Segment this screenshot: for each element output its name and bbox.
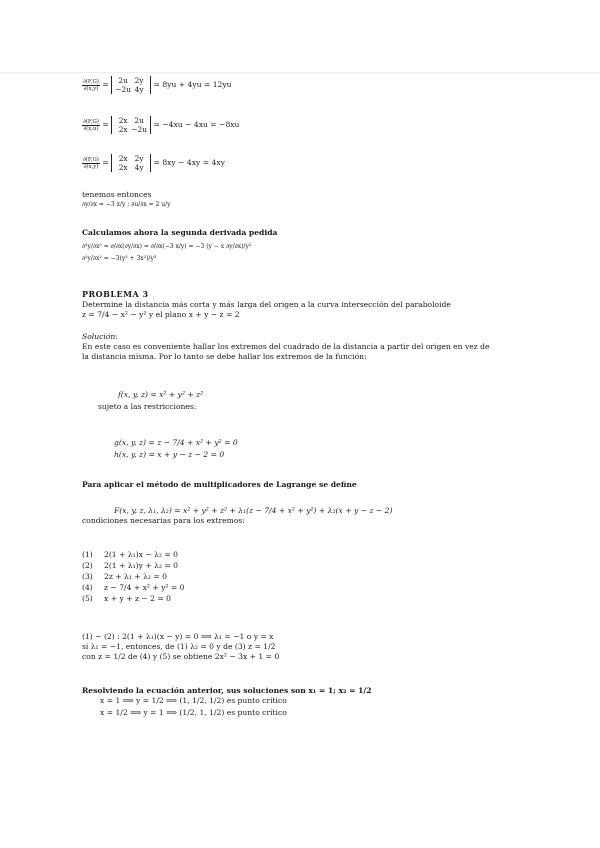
solving-text: Resolviendo la ecuación anterior, sus soluciones son x₁ = 1; x₂ = 1/2	[82, 686, 372, 695]
det-cell: 2y	[134, 154, 144, 163]
jacobian-rhs: = 8xy − 4xy = 4xy	[153, 158, 225, 167]
fraction-numerator: ∂(F,G)	[83, 118, 99, 125]
problem-statement-2: z = 7/4 − x² − y² y el plano x + y − z = 2	[82, 310, 240, 319]
jacobian-eq-1: $\frac{\partial(F,G)}{\partial(x,y)}$ = 2u 2y −2u 4y = 8yu + 4yu = 12yu	[83, 76, 232, 94]
condition-row	[82, 561, 537, 572]
partial-derivatives-formula: ∂y/∂x = −3 x/y ; ∂u/∂x = 2 u/y	[82, 201, 171, 208]
det-cell: 2u	[118, 76, 128, 85]
second-derivative-line-2: ∂²y/∂x² = −3(y² + 3x²)/y³	[82, 255, 157, 262]
jacobian-fraction	[82, 119, 100, 132]
condition-equation: 2(1 + λ₁)x − λ₂ = 0	[104, 550, 178, 559]
second-derivative-line-1: ∂²y/∂x² = ∂/∂x(∂y/∂x) = ∂/∂x(−3 x/y) = −3 (y − x ∂y/∂x)/y²	[82, 243, 252, 250]
condition-equation: 2z + λ₁ + λ₂ = 0	[104, 572, 167, 581]
det-cell: 4y	[134, 85, 144, 94]
condition-equation: z − 7/4 + x² + y² = 0	[104, 583, 185, 592]
det-cell: 2x	[118, 116, 128, 125]
derivation-line-3: con z = 1/2 de (4) y (5) se obtiene 2x² − 3x + 1 = 0	[82, 652, 280, 661]
viewer-top-area	[0, 0, 600, 73]
jacobian-eq-3: $\frac{\partial(F,G)}{\partial(x,y)}$ = 2x 2y 2x 4y = 8xy − 4xy = 4xy	[83, 154, 225, 172]
det-cell: 2x	[118, 125, 128, 134]
derivation-line-1: (1) − (2) : 2(1 + λ₁)(x − y) = 0 ⟹ λ₁ = −1 o y = x	[82, 632, 274, 641]
condition-label: (3)	[82, 572, 93, 581]
determinant	[111, 76, 151, 94]
problem-statement-1: Determine la distancia más corta y más larga del origen a la curva intersección del paraboloide	[82, 300, 451, 309]
necessary-conditions-text: condiciones necesarias para los extremos:	[82, 516, 245, 525]
fraction-denominator: ∂(x,y)	[83, 85, 99, 92]
fraction-denominator: ∂(x,u)	[83, 125, 99, 132]
condition-row	[82, 594, 537, 605]
objective-function: f(x, y, z) = x² + y² + z²	[118, 390, 204, 399]
condition-label: (2)	[82, 561, 93, 570]
condition-row	[82, 583, 537, 594]
fraction-numerator: ∂(F,G)	[83, 78, 99, 85]
jacobian-eq-2: $\frac{\partial(F,G)}{\partial(x,u)}$ = 2x 2u 2x −2u = −4xu − 4xu = −8xu	[83, 116, 240, 134]
critical-point-1: x = 1 ⟹ y = 1/2 ⟹ (1, 1/2, 1/2) es punto crítico	[100, 696, 287, 705]
det-cell: 2x	[118, 154, 128, 163]
det-cell: 4y	[134, 163, 144, 172]
jacobian-rhs: = 8yu + 4yu = 12yu	[153, 80, 232, 89]
det-cell: 2x	[118, 163, 128, 172]
derivation-line-2: si λ₁ = −1, entonces, de (1) λ₂ = 0 y de (3) z = 1/2	[82, 642, 276, 651]
det-cell: −2u	[115, 85, 131, 94]
condition-label: (5)	[82, 594, 93, 603]
fraction-numerator: ∂(F,G)	[83, 156, 99, 163]
solution-text-2: la distancia misma. Por lo tanto se debe hallar los extremos de la función:	[82, 352, 367, 361]
lagrangian-definition: F(x, y, z, λ₁, λ₂) = x² + y² + z² + λ₁(z − 7/4 + x² + y²) + λ₂(x + y − z − 2)	[114, 506, 393, 515]
condition-row	[82, 550, 537, 561]
problem-title: PROBLEMA 3	[82, 289, 149, 299]
solution-label: Solución:	[82, 332, 118, 341]
condition-equation: x + y + z − 2 = 0	[104, 594, 171, 603]
solution-text-1: En este caso es conveniente hallar los extremos del cuadrado de la distancia a partir del origen en vez de	[82, 342, 490, 351]
constraint-g: g(x, y, z) = z − 7/4 + x² + y² = 0	[114, 438, 238, 447]
jacobian-fraction	[82, 157, 100, 170]
condition-label: (1)	[82, 550, 93, 559]
condition-label: (4)	[82, 583, 93, 592]
second-derivative-heading: Calculamos ahora la segunda derivada pedida	[82, 228, 278, 237]
det-cell: −2u	[131, 125, 147, 134]
jacobian-fraction	[82, 79, 100, 92]
condition-row	[82, 572, 537, 583]
determinant	[111, 116, 151, 134]
det-cell: 2y	[134, 76, 144, 85]
constraint-h: h(x, y, z) = x + y − z − 2 = 0	[114, 450, 225, 459]
det-cell: 2u	[134, 116, 144, 125]
critical-point-2: x = 1/2 ⟹ y = 1 ⟹ (1/2, 1, 1/2) es punto crítico	[100, 708, 287, 717]
jacobian-rhs: = −4xu − 4xu = −8xu	[153, 120, 240, 129]
conditions-list	[82, 550, 537, 605]
lagrange-intro: Para aplicar el método de multiplicadores de Lagrange se define	[82, 480, 357, 489]
fraction-denominator: ∂(x,y)	[83, 163, 99, 170]
subject-to-text: sujeto a las restricciones:	[98, 402, 197, 411]
determinant	[111, 154, 151, 172]
condition-equation: 2(1 + λ₁)y + λ₂ = 0	[104, 561, 178, 570]
tenemos-text: tenemos entonces	[82, 190, 152, 199]
